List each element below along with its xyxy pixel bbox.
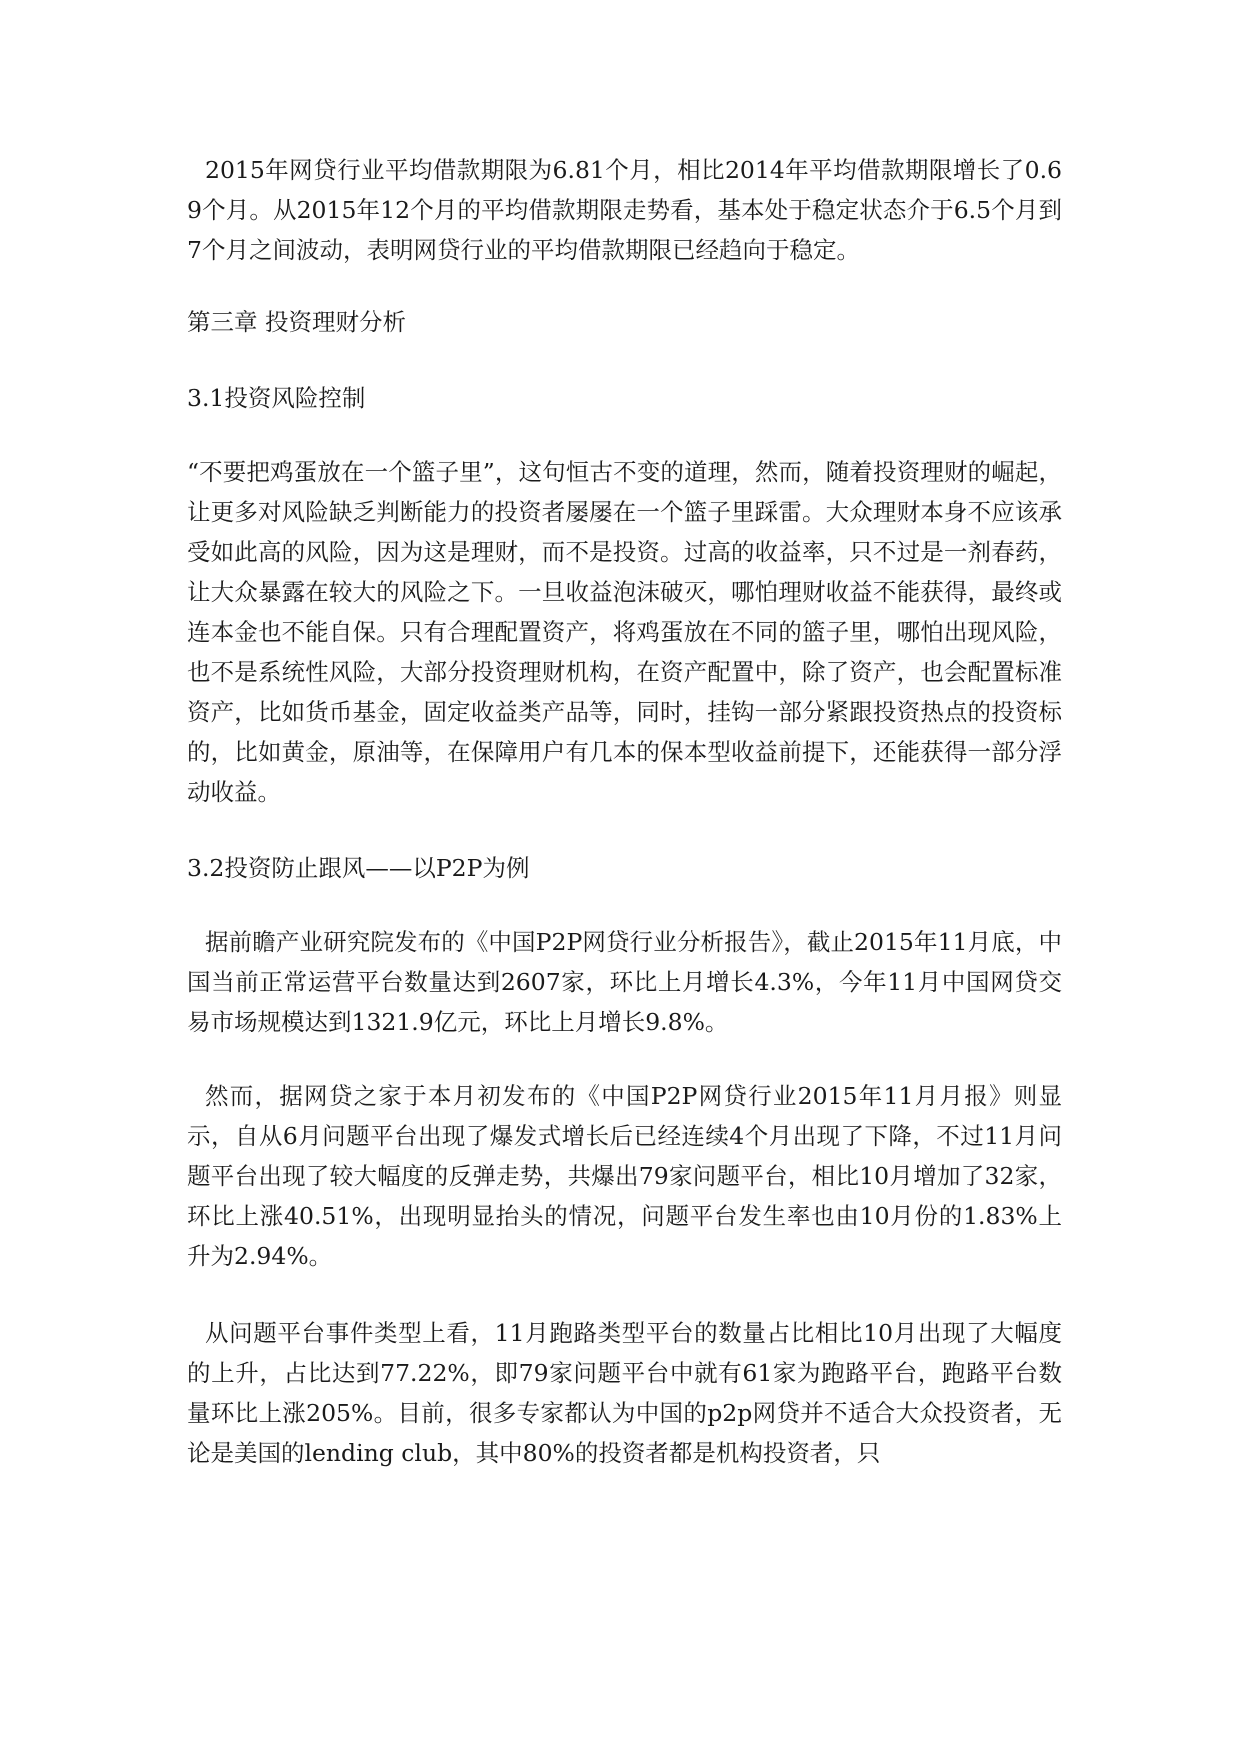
section-3-1-title: 3.1投资风险控制 [187, 384, 366, 412]
paragraph-platform-types: 从问题平台事件类型上看，11月跑路类型平台的数量占比相比10月出现了大幅度的上升，占比达到77.22%，即79家问题平台中就有61家为跑路平台，跑路平台数量环比上涨205%。目前，很多专家都认为中国的p2p网贷并不适合大众投资者，无论是美国的lending club，其中80%的投资者都是机构投资者，只 [187, 1319, 1062, 1467]
paragraph-monthly-report: 然而，据网贷之家于本月初发布的《中国P2P网贷行业2015年11月月报》则显示，自从6月问题平台出现了爆发式增长后已经连续4个月出现了下降，不过11月问题平台出现了较大幅度的反弹走势，共爆出79家问题平台，相比10月增加了32家，环比上涨40.51%，出现明显抬头的情况，问题平台发生率也由10月份的1.83%上升为2.94%。 [187, 1082, 1062, 1270]
document-body [187, 150, 1062, 1473]
paragraph-industry-report: 据前瞻产业研究院发布的《中国P2P网贷行业分析报告》，截止2015年11月底，中国当前正常运营平台数量达到2607家，环比上月增长4.3%，今年11月中国网贷交易市场规模达到1321.9亿元，环比上月增长9.8%。 [187, 928, 1062, 1036]
paragraph-risk-control: “不要把鸡蛋放在一个篮子里”，这句恒古不变的道理，然而，随着投资理财的崛起，让更多对风险缺乏判断能力的投资者屡屡在一个篮子里踩雷。大众理财本身不应该承受如此高的风险，因为这是理财，而不是投资。过高的收益率，只不过是一剂春药，让大众暴露在较大的风险之下。一旦收益泡沫破灭，哪怕理财收益不能获得，最终或连本金也不能自保。只有合理配置资产，将鸡蛋放在不同的篮子里，哪怕出现风险，也不是系统性风险，大部分投资理财机构，在资产配置中，除了资产，也会配置标准资产，比如货币基金，固定收益类产品等，同时，挂钩一部分紧跟投资热点的投资标的，比如黄金，原油等，在保障用户有几本的保本型收益前提下，还能获得一部分浮动收益。 [187, 458, 1062, 806]
paragraph-loan-term: 2015年网贷行业平均借款期限为6.81个月，相比2014年平均借款期限增长了0.69个月。从2015年12个月的平均借款期限走势看，基本处于稳定状态介于6.5个月到7个月之间波动，表明网贷行业的平均借款期限已经趋向于稳定。 [187, 156, 1062, 264]
chapter-3-title: 第三章 投资理财分析 [187, 308, 406, 336]
section-3-2-title: 3.2投资防止跟风——以P2P为例 [187, 854, 530, 882]
